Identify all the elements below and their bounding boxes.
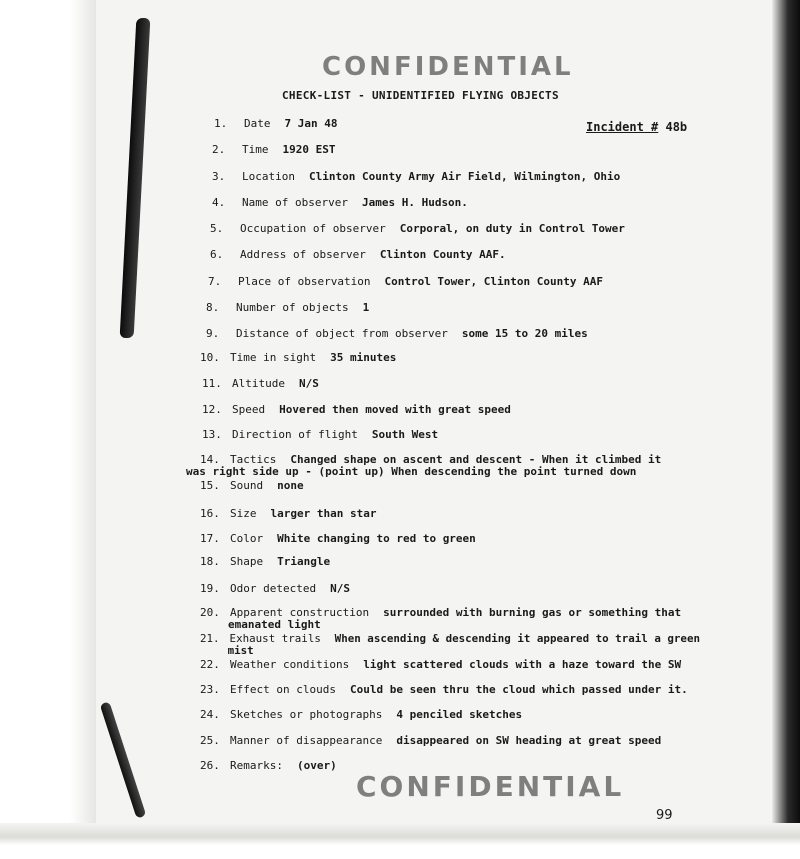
item-number: 7. [208,275,222,288]
item-label: Address of observer [240,248,366,261]
item-label: Tactics [230,453,277,466]
item-number: 25. [200,734,220,747]
item-number: 21. [200,632,220,645]
item-label: Date [244,117,271,130]
item-number: 18. [200,555,220,568]
checklist-item [206,327,588,340]
item-label: Name of observer [242,196,348,209]
checklist-item [200,734,661,747]
item-label: Effect on clouds [230,683,336,696]
item-number: 1. [214,117,228,130]
item-number: 3. [212,170,226,183]
page-number: 99 [656,808,673,823]
checklist-item [210,248,506,261]
checklist-item [200,708,522,721]
checklist-item [200,606,682,631]
checklist-item [200,555,330,568]
item-number: 17. [200,532,220,545]
scan-edge-bottom [0,823,800,859]
confidential-stamp-bottom: CONFIDENTIAL [356,770,625,803]
checklist-item [200,759,337,772]
item-number: 20. [200,606,220,619]
checklist-item [186,453,662,478]
item-label: Sound [230,479,264,492]
item-value: 35 minutes [330,351,397,364]
incident-number [586,120,687,134]
item-number: 10. [200,351,220,364]
item-number: 9. [206,327,220,340]
checklist-item [202,377,319,390]
item-value: White changing to red to green [277,532,476,545]
checklist-item [200,479,304,492]
item-number: 6. [210,248,224,261]
checklist-item [200,582,350,595]
item-label: Sketches or photographs [230,708,383,721]
item-number: 4. [212,196,226,209]
item-label: Number of objects [236,301,349,314]
item-value: When ascending & descending it appeared to trail a green [334,632,700,645]
item-value: surrounded with burning gas or something that [383,606,682,619]
scan-edge-left [0,0,96,859]
item-label: Color [230,532,264,545]
page-fold-shadow-lower [100,701,147,818]
item-label: Remarks: [230,759,283,772]
document-title: CHECK-LIST - UNIDENTIFIED FLYING OBJECTS [282,89,559,102]
item-value: N/S [298,377,319,390]
item-value: Triangle [277,555,331,568]
checklist-item [200,683,688,696]
checklist-item [200,658,681,671]
item-value: Control Tower, Clinton County AAF [384,275,603,288]
incident-label: Incident # [586,120,659,134]
item-label: Manner of disappearance [230,734,383,747]
checklist-item [200,532,476,545]
checklist-item [200,632,700,657]
item-number: 23. [200,683,220,696]
item-value: disappeared on SW heading at great speed [396,734,662,747]
item-value: Could be seen thru the cloud which passed under it. [349,683,688,696]
item-label: Apparent construction [230,606,370,619]
item-label: Shape [230,555,264,568]
item-label: Speed [232,403,266,416]
item-value: 7 Jan 48 [284,117,338,130]
item-value: Hovered then moved with great speed [279,403,511,416]
item-number: 16. [200,507,220,520]
item-number: 11. [202,377,222,390]
item-label: Direction of flight [232,428,358,441]
item-number: 13. [202,428,222,441]
checklist-item [210,222,625,235]
scan-edge-right [772,0,800,859]
item-number: 12. [202,403,222,416]
checklist-item [212,143,335,156]
page-fold-shadow [120,18,151,338]
item-number: 15. [200,479,220,492]
item-value: none [277,479,304,492]
item-number: 26. [200,759,220,772]
item-value: 1 [362,301,370,314]
item-number: 14. [200,453,220,466]
item-value: Changed shape on ascent and descent - When it climbed it [290,453,662,466]
item-value: N/S [330,582,350,595]
checklist-item [214,117,337,130]
item-value: Clinton County Army Air Field, Wilmington, Ohio [308,170,621,183]
item-label: Distance of object from observer [236,327,448,340]
item-number: 19. [200,582,220,595]
item-label: Exhaust trails [229,632,321,645]
item-value: some 15 to 20 miles [461,327,588,340]
item-label: Altitude [232,377,285,390]
confidential-stamp-top: CONFIDENTIAL [322,52,574,82]
item-label: Location [242,170,295,183]
item-number: 8. [206,301,220,314]
item-value: 4 penciled sketches [396,708,523,721]
checklist-item [202,428,438,441]
item-number: 22. [200,658,220,671]
item-label: Occupation of observer [240,222,386,235]
checklist-item [206,301,369,314]
item-label: Place of observation [238,275,371,288]
item-value: James H. Hudson. [361,196,468,209]
item-value: larger than star [270,507,377,520]
item-number: 24. [200,708,220,721]
item-label: Size [230,507,257,520]
item-value-continuation: emanated light [228,618,321,631]
checklist-item [208,275,603,288]
item-value: (over) [296,759,337,772]
item-value: Corporal, on duty in Control Tower [399,222,625,235]
item-number: 5. [210,222,224,235]
item-value: 1920 EST [282,143,336,156]
item-label: Weather conditions [230,658,350,671]
item-value: South West [371,428,439,441]
item-label: Odor detected [230,582,317,595]
checklist-item [202,403,511,416]
item-label: Time in sight [230,351,317,364]
item-value: Clinton County AAF. [379,248,506,261]
checklist-item [212,170,620,183]
item-value-continuation: was right side up - (point up) When descending the point turned down [186,465,637,478]
item-label: Time [242,143,269,156]
checklist-item [200,507,376,520]
checklist-item [200,351,396,364]
item-value-continuation: mist [227,644,254,657]
item-number: 2. [212,143,226,156]
incident-value: 48b [665,120,688,134]
item-value: light scattered clouds with a haze toward the SW [363,658,682,671]
checklist-item [212,196,468,209]
